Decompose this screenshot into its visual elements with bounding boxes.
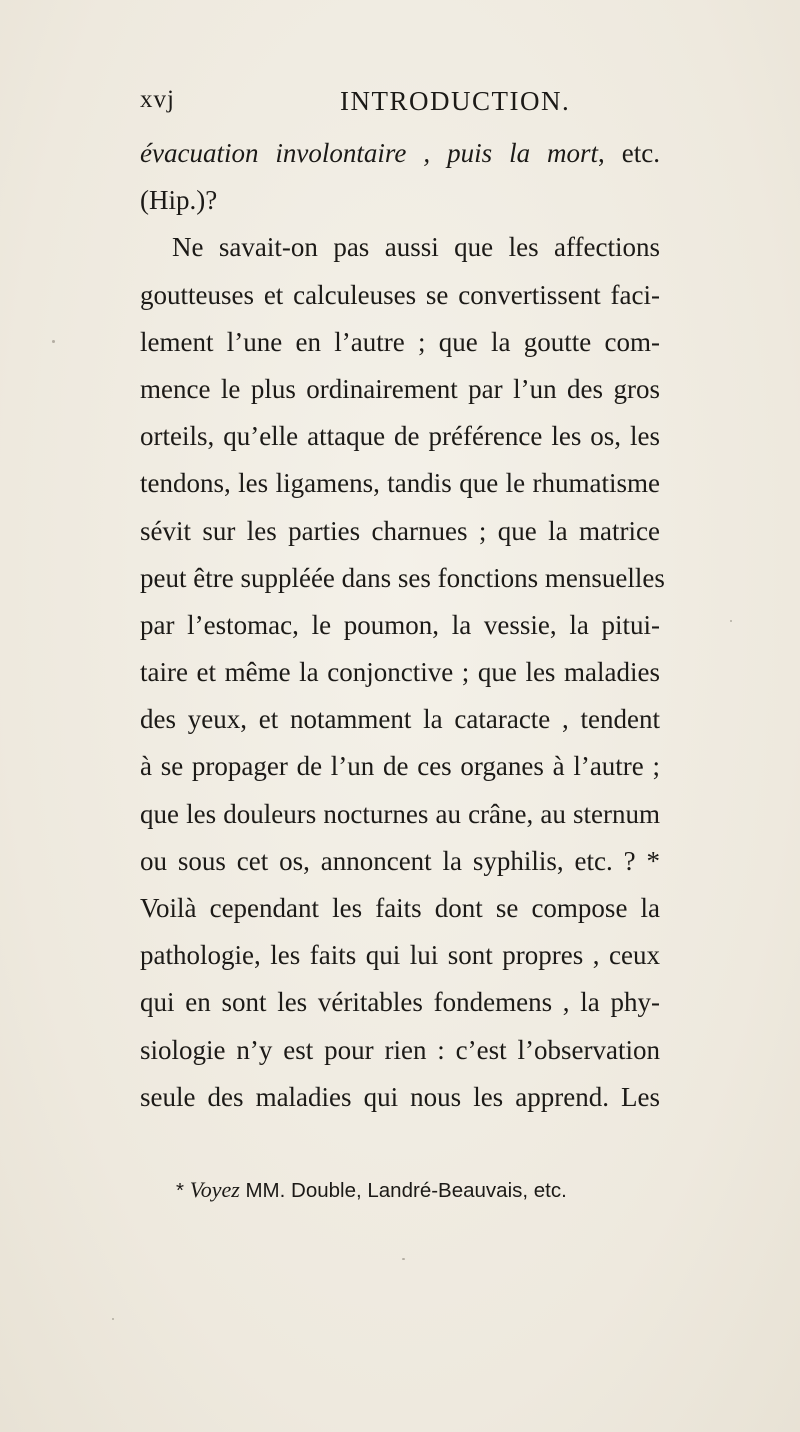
text-line: pathologie, les faits qui lui sont propres , ceux [140,940,660,971]
italic-phrase: évacuation involontaire , puis la mort [140,138,599,168]
text-line: qui en sont les véritables fondemens , la phy- [140,987,660,1018]
text-line: des yeux, et notamment la cataracte , tendent [140,704,660,735]
footnote-text: MM. Double, Landré-Beauvais, etc. [245,1179,567,1202]
paper-speck [730,620,732,622]
running-head: INTRODUCTION. [340,86,571,116]
text-line: siologie n’y est pour rien : c’est l’observation [140,1034,660,1065]
page-header [140,86,660,122]
text-line: seule des maladies qui nous les apprend. Les [140,1081,660,1112]
text-line: taire et même la conjonctive ; que les maladies [140,657,660,688]
text-line: Ne savait-on pas aussi que les affections [172,232,660,263]
footnote-marker: * [176,1179,184,1202]
footnote [176,1177,676,1203]
text-line: Voilà cependant les faits dont se compose la [140,893,660,923]
text-line: mence le plus ordinairement par l’un des gros [140,373,660,404]
text-line: que les douleurs nocturnes au crâne, au sternum [140,798,660,829]
footnote-italic: Voyez [189,1177,240,1202]
text-line: goutteuses et calculeuses se convertissent faci- [140,279,660,310]
paper-speck [402,1258,405,1260]
text-line: lement l’une en l’autre ; que la goutte com- [140,326,660,357]
text-line: sévit sur les parties charnues ; que la matrice [140,515,660,546]
text-line: à se propager de l’un de ces organes à l’autre ; [140,751,660,782]
text-line: tendons, les ligamens, tandis que le rhumatisme [140,468,660,499]
paper-speck [52,340,55,343]
text-line: orteils, qu’elle attaque de préférence les os, les [140,421,660,452]
text-line: ou sous cet os, annoncent la syphilis, etc. ? * [140,845,660,876]
paper-speck [112,1318,114,1320]
text-line: peut être suppléée dans ses fonctions mensuelles [140,562,665,593]
body-text [140,130,665,1121]
text-line [140,130,660,177]
text-line: par l’estomac, le poumon, la vessie, la pitui- [140,609,660,640]
page-number: xvj [140,86,175,113]
text-line: (Hip.)? [140,185,218,216]
text-fragment: , etc. [598,138,660,168]
